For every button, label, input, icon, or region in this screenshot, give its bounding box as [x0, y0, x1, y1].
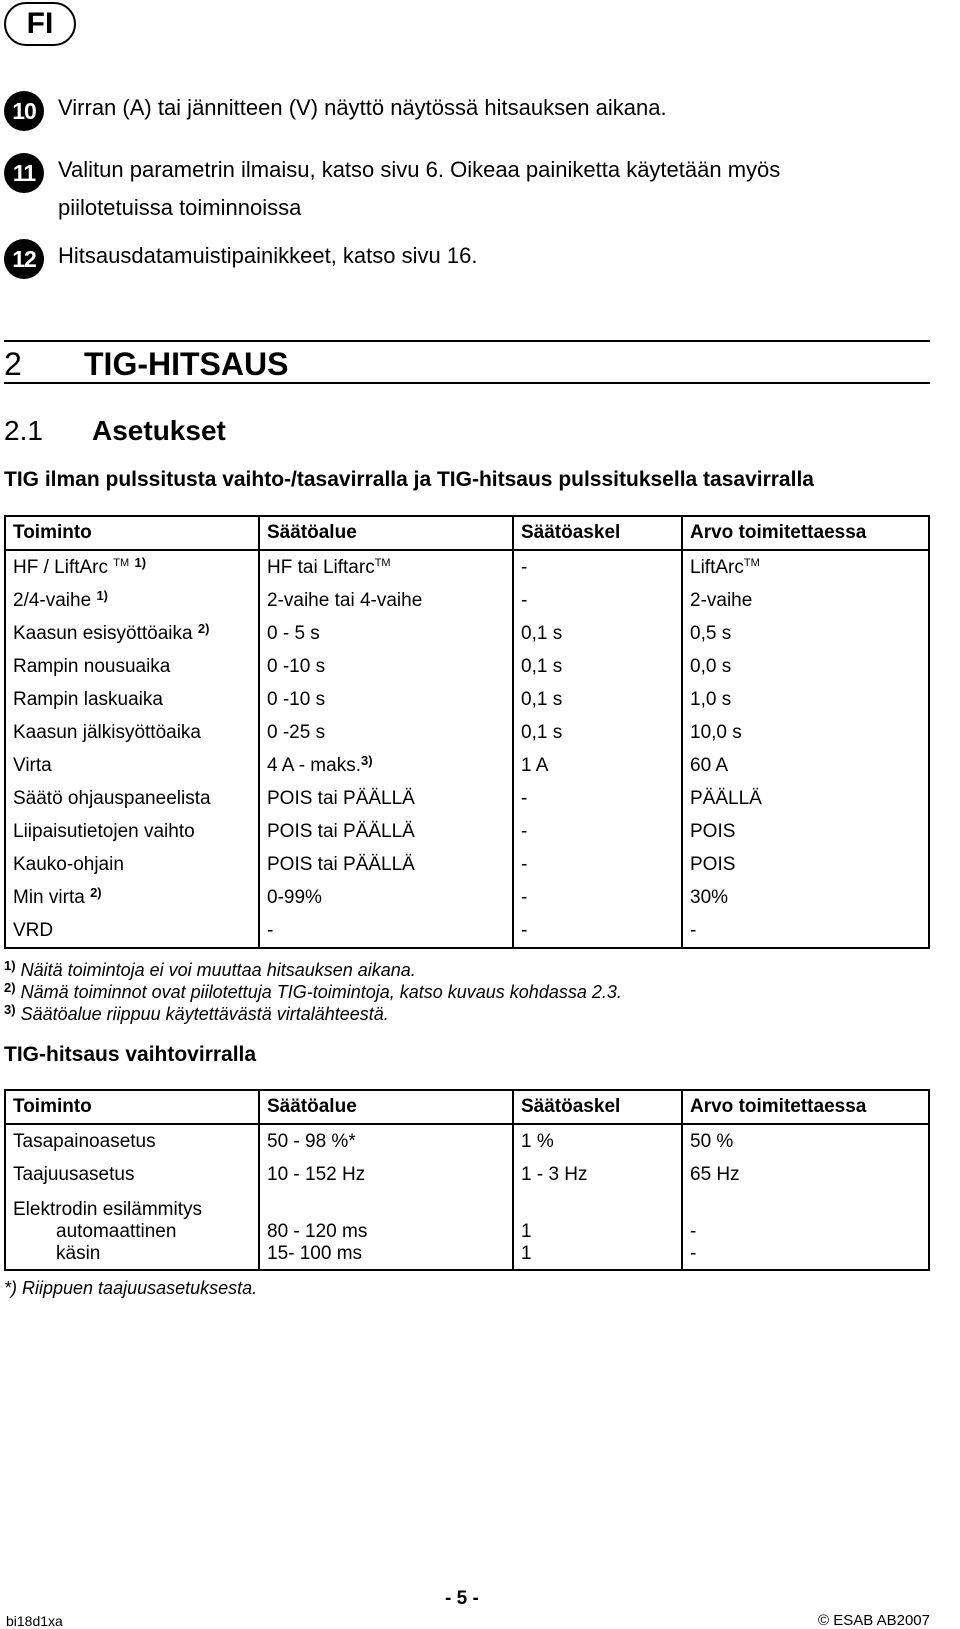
- reference-text-12: Hitsausdatamuistipainikkeet, katso sivu 16.: [58, 243, 478, 268]
- table-cell: 1 1: [513, 1191, 682, 1270]
- table-row: [5, 550, 929, 584]
- table-cell: 0 -25 s: [259, 716, 513, 749]
- table-row: [5, 1191, 929, 1270]
- column-header: Säätöalue: [259, 1090, 513, 1124]
- table-cell: Elektrodin esilämmitys automaattinen käsin: [13, 1199, 202, 1264]
- table-cell: Säätö ohjauspaneelista: [13, 788, 211, 809]
- table-cell: POIS tai PÄÄLLÄ: [259, 815, 513, 848]
- column-header: Toiminto: [5, 516, 259, 550]
- document-code: bi18d1xa: [6, 1613, 63, 1629]
- table-cell: -: [513, 914, 682, 948]
- copyright-notice: © ESAB AB2007: [818, 1612, 930, 1629]
- table-row: [5, 881, 929, 914]
- table-cell: 0 -10 s: [259, 650, 513, 683]
- column-header: Säätöaskel: [513, 1090, 682, 1124]
- table-cell: 2/4-vaihe $^{1)}$: [13, 588, 109, 611]
- column-header: Arvo toimitettaessa: [682, 1090, 929, 1124]
- table-row: [5, 683, 929, 716]
- reference-number-11: 11: [4, 153, 44, 193]
- table-cell: 0,1 s: [513, 716, 682, 749]
- table-cell: -: [513, 550, 682, 584]
- table-cell: 0 -10 s: [259, 683, 513, 716]
- table-cell: Rampin nousuaika: [13, 656, 171, 677]
- table-cell: 1,0 s: [682, 683, 929, 716]
- table-cell: -: [682, 914, 929, 948]
- table-cell: HF tai Liftarc™: [259, 550, 513, 584]
- table-cell: 2-vaihe tai 4-vaihe: [259, 584, 513, 617]
- column-header: Toiminto: [5, 1090, 259, 1124]
- table-cell: HF / LiftArc ™ $^{1)}$: [13, 555, 147, 578]
- table-cell: -: [513, 815, 682, 848]
- table-cell: -: [513, 881, 682, 914]
- page-number: - 5 -: [445, 1588, 479, 1609]
- table-cell: -: [513, 782, 682, 815]
- table-cell: 30%: [682, 881, 929, 914]
- table-cell: 50 %: [682, 1124, 929, 1158]
- table-cell: -: [513, 584, 682, 617]
- reference-text-10: Virran (A) tai jännitteen (V) näyttö näytössä hitsauksen aikana.: [58, 95, 667, 120]
- footnote: $^{2)}$ Nämä toiminnot ovat piilotettuja TIG-toimintoja, katso kuvaus kohdassa 2.3.: [4, 980, 622, 1002]
- reference-text-11: Valitun parametrin ilmaisu, katso sivu 6. Oikeaa painiketta käytetään myös piilotetuissa toiminnoissa: [58, 157, 781, 220]
- table-cell: POIS tai PÄÄLLÄ: [259, 848, 513, 881]
- table-cell: POIS tai PÄÄLLÄ: [259, 782, 513, 815]
- table-cell: 1 A: [513, 749, 682, 782]
- table-cell: 0,1 s: [513, 617, 682, 650]
- table-row: [5, 617, 929, 650]
- table-cell: Taajuusasetus: [13, 1164, 135, 1185]
- table-cell: Virta: [13, 755, 52, 776]
- chapter-rule-bottom: [4, 382, 930, 384]
- language-badge: FI: [4, 2, 76, 46]
- table-cell: 1 - 3 Hz: [513, 1158, 682, 1191]
- chapter-heading: 2 TIG-HITSAUS: [4, 346, 289, 382]
- table-cell: 0-99%: [259, 881, 513, 914]
- column-header: Säätöaskel: [513, 516, 682, 550]
- table-row: [5, 914, 929, 948]
- table-cell: 0,1 s: [513, 683, 682, 716]
- table-cell: -: [513, 848, 682, 881]
- table2-title: TIG-hitsaus vaihtovirralla: [4, 1043, 257, 1066]
- table2-footnote: *) Riippuen taajuusasetuksesta.: [4, 1278, 258, 1298]
- table-header-row: [5, 1090, 929, 1124]
- table-cell: VRD: [13, 920, 54, 941]
- footnote: $^{1)}$ Näitä toimintoja ei voi muuttaa hitsauksen aikana.: [4, 958, 416, 980]
- column-header: Arvo toimitettaessa: [682, 516, 929, 550]
- table-row: [5, 650, 929, 683]
- table1-footnotes: [4, 959, 622, 1025]
- table-cell: 65 Hz: [682, 1158, 929, 1191]
- table-cell: 4 A - maks.$^{3)}$: [259, 749, 513, 782]
- table-cell: Rampin laskuaika: [13, 689, 163, 710]
- settings-table-ac: [4, 1089, 930, 1271]
- table-cell: LiftArc™: [682, 550, 929, 584]
- table-cell: 10 - 152 Hz: [259, 1158, 513, 1191]
- settings-table-dc: [4, 515, 930, 949]
- table-cell: 1 %: [513, 1124, 682, 1158]
- table-cell: 50 - 98 %*: [259, 1124, 513, 1158]
- table-cell: Tasapainoasetus: [13, 1131, 156, 1152]
- chapter-rule-top: [4, 340, 930, 342]
- table-cell: Liipaisutietojen vaihto: [13, 821, 195, 842]
- footnote: $^{3)}$ Säätöalue riippuu käytettävästä virtalähteestä.: [4, 1002, 389, 1024]
- table-row: [5, 1158, 929, 1191]
- table-cell: 2-vaihe: [682, 584, 929, 617]
- table-row: [5, 1124, 929, 1158]
- table-cell: 80 - 120 ms 15- 100 ms: [259, 1191, 513, 1270]
- reference-number-10: 10: [4, 91, 44, 131]
- table-cell: Kauko-ohjain: [13, 854, 124, 875]
- table-cell: Kaasun jälkisyöttöaika: [13, 722, 201, 743]
- table-cell: Kaasun esisyöttöaika $^{2)}$: [13, 621, 210, 644]
- table-row: [5, 782, 929, 815]
- table-row: [5, 716, 929, 749]
- table-cell: 10,0 s: [682, 716, 929, 749]
- table-cell: - -: [682, 1191, 929, 1270]
- table-row: [5, 848, 929, 881]
- table-row: [5, 815, 929, 848]
- table-cell: 0,0 s: [682, 650, 929, 683]
- table-row: [5, 584, 929, 617]
- reference-number-12: 12: [4, 239, 44, 279]
- table1-title: TIG ilman pulssitusta vaihto-/tasavirralla ja TIG-hitsaus pulssituksella tasavirralla: [4, 468, 814, 491]
- table-cell: 0 - 5 s: [259, 617, 513, 650]
- table-cell: Min virta $^{2)}$: [13, 885, 102, 908]
- table-cell: POIS: [682, 848, 929, 881]
- table-cell: 0,1 s: [513, 650, 682, 683]
- column-header: Säätöalue: [259, 516, 513, 550]
- table-cell: 60 A: [682, 749, 929, 782]
- section-heading: 2.1 Asetukset: [4, 415, 226, 446]
- table-cell: PÄÄLLÄ: [682, 782, 929, 815]
- table-row: [5, 749, 929, 782]
- table-cell: 0,5 s: [682, 617, 929, 650]
- table-cell: POIS: [682, 815, 929, 848]
- table-cell: -: [259, 914, 513, 948]
- table-header-row: [5, 516, 929, 550]
